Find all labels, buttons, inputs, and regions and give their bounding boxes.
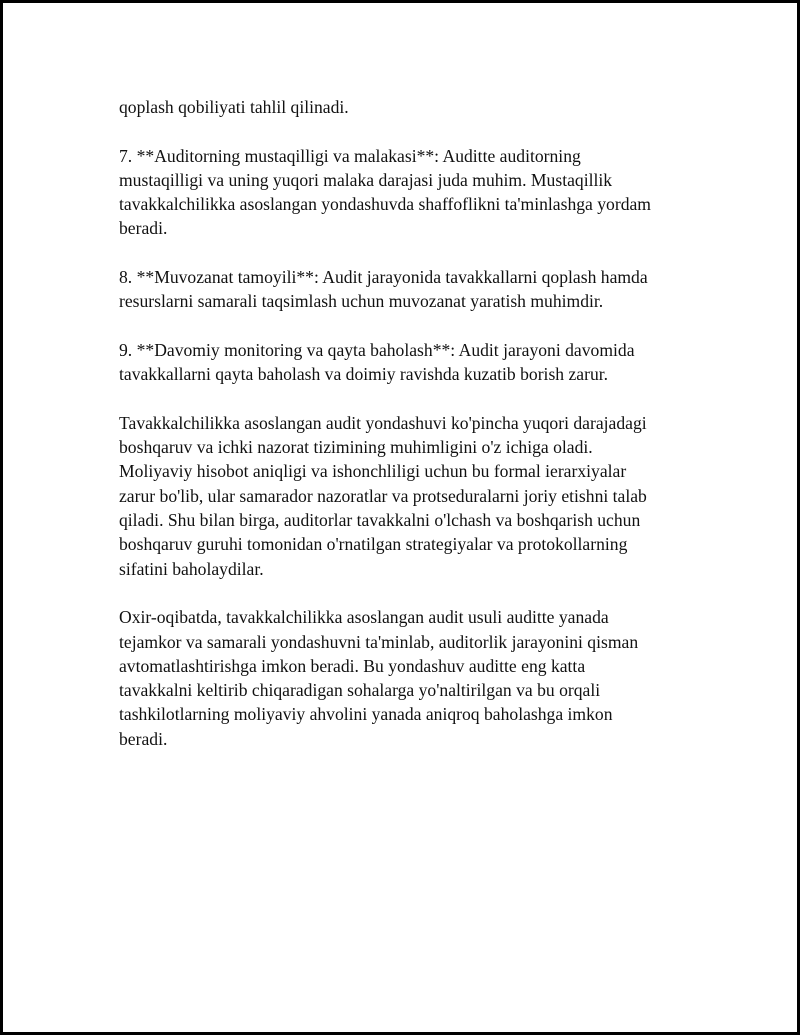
paragraph-item-7 xyxy=(119,144,699,241)
document-body xyxy=(119,95,699,775)
text-line: 7. **Auditorning mustaqilligi va malakasi**: Auditte auditorning xyxy=(119,145,581,166)
text-line: sifatini baholaydilar. xyxy=(119,558,264,579)
text-line: Oxir-oqibatda, tavakkalchilikka asoslangan audit usuli auditte yanada xyxy=(119,607,609,628)
paragraph-item-8 xyxy=(119,265,699,314)
text-line: Moliyaviy hisobot aniqligi va ishonchliligi uchun bu formal ierarxiyalar xyxy=(119,461,627,482)
text-line: qiladi. Shu bilan birga, auditorlar tavakkalni o'lchash va boshqarish uchun xyxy=(119,510,641,531)
text-line: avtomatlashtirishga imkon beradi. Bu yondashuv auditte eng katta xyxy=(119,655,586,676)
text-line: resurslarni samarali taqsimlash uchun muvozanat yaratish muhimdir. xyxy=(119,291,604,312)
text-line: boshqaruv guruhi tomonidan o'rnatilgan strategiyalar va protokollarning xyxy=(119,534,628,555)
text-line: zarur bo'lib, ular samarador nazoratlar va protseduralarni joriy etishni talab xyxy=(119,485,647,506)
text-line: tavakkalni keltirib chiqaradigan sohalarga yo'naltirilgan va bu orqali xyxy=(119,680,601,701)
text-line: Tavakkalchilikka asoslangan audit yondashuvi ko'pincha yuqori darajadagi xyxy=(119,412,647,433)
paragraph-item-9 xyxy=(119,338,699,387)
paragraph-continuation xyxy=(119,95,699,119)
text-line: 8. **Muvozanat tamoyili**: Audit jarayonida tavakkallarni qoplash hamda xyxy=(119,267,648,288)
text-line: boshqaruv va ichki nazorat tizimining muhimligini o'z ichiga oladi. xyxy=(119,437,593,458)
text-line: 9. **Davomiy monitoring va qayta baholash**: Audit jarayoni davomida xyxy=(119,339,635,360)
text-line: mustaqilligi va uning yuqori malaka darajasi juda muhim. Mustaqillik xyxy=(119,169,613,190)
text-line: beradi. xyxy=(119,728,168,749)
text-line: beradi. xyxy=(119,218,168,239)
text-line: tavakkalchilikka asoslangan yondashuvda shaffoflikni ta'minlashga yordam xyxy=(119,194,651,215)
text-line: tavakkallarni qayta baholash va doimiy ravishda kuzatib borish zarur. xyxy=(119,364,609,385)
paragraph-governance xyxy=(119,411,699,581)
text-line: qoplash qobiliyati tahlil qilinadi. xyxy=(119,97,349,117)
text-line: tejamkor va samarali yondashuvni ta'minlab, auditorlik jarayonini qisman xyxy=(119,631,639,652)
text-line: tashkilotlarning moliyaviy ahvolini yanada aniqroq baholashga imkon xyxy=(119,704,613,725)
paragraph-conclusion xyxy=(119,605,699,751)
